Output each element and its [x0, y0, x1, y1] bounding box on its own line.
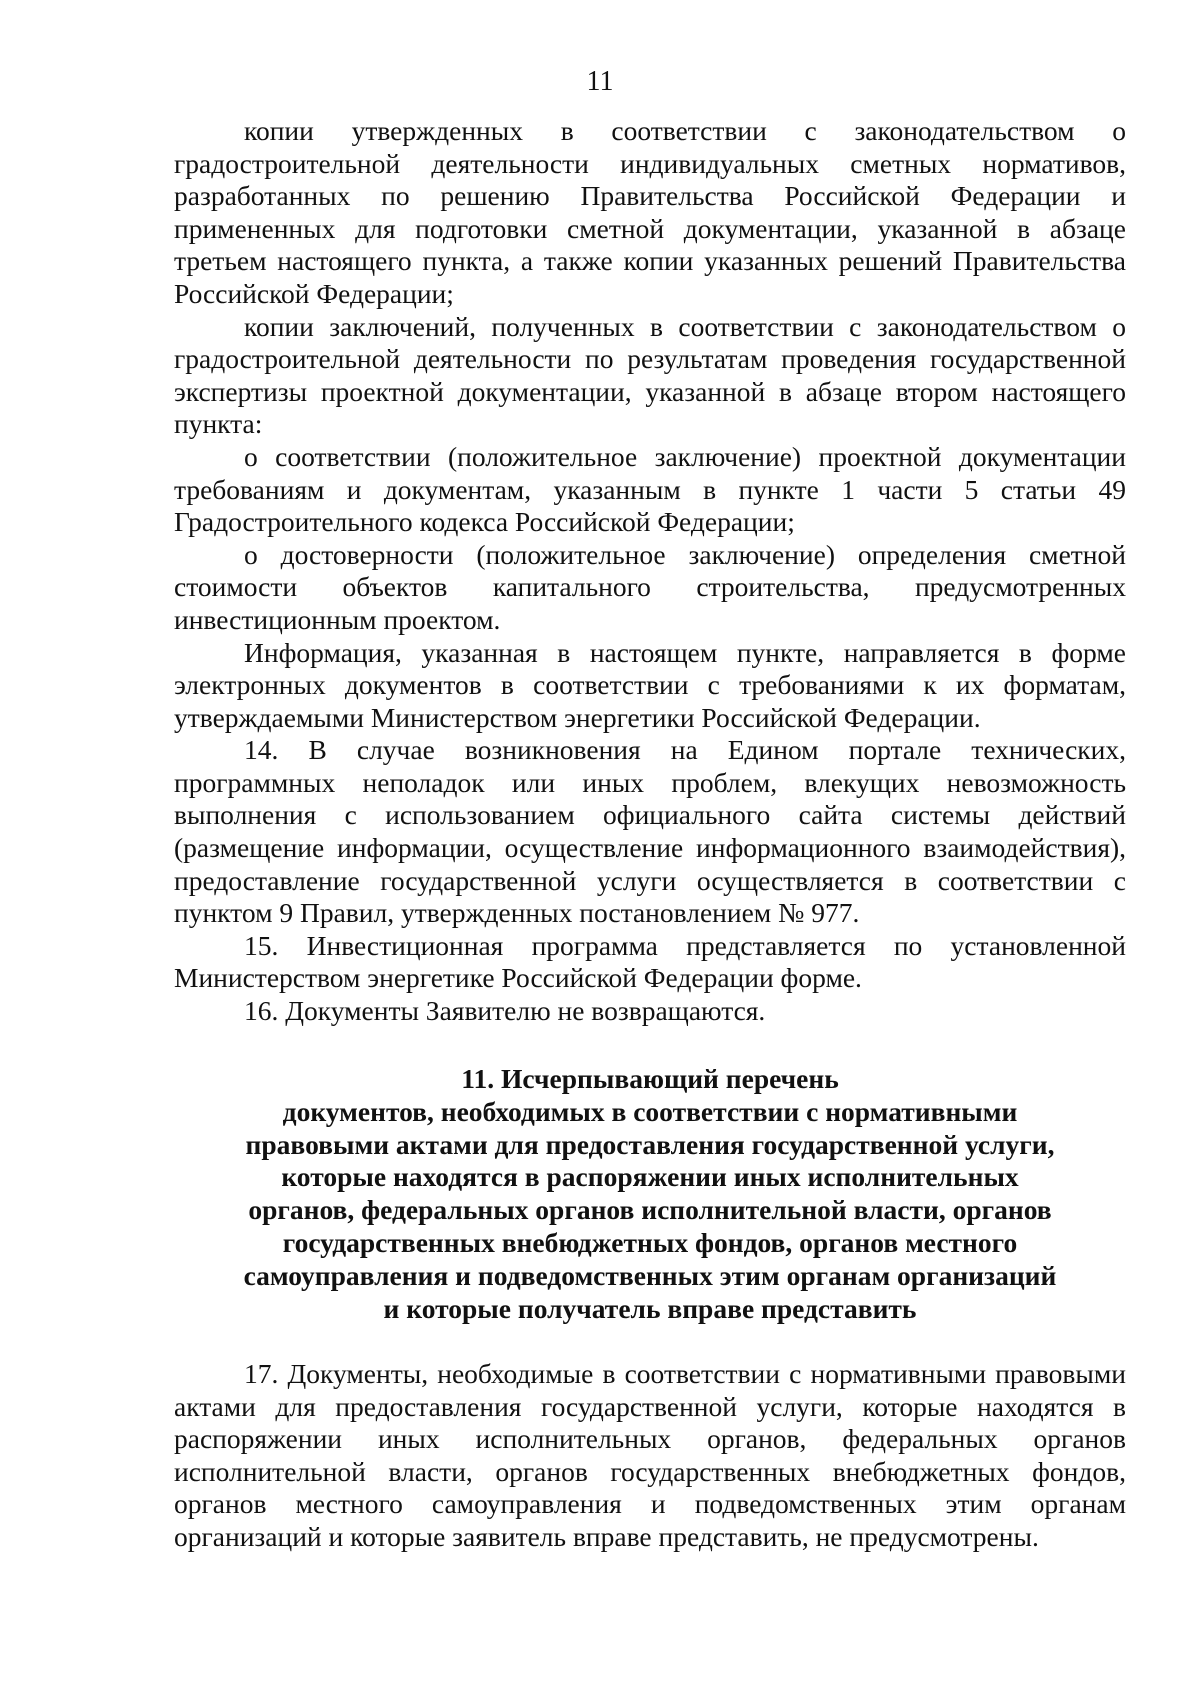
closing-section — [174, 1358, 1126, 1554]
section-heading-line: государственных внебюджетных фондов, органов местного — [282, 1226, 1018, 1258]
section-heading-line: 11. Исчерпывающий перечень — [461, 1063, 839, 1094]
section-heading-line: самоуправления и подведомственных этим органам организаций — [243, 1259, 1057, 1291]
paragraph-clause-14: 14. В случае возникновения на Едином портале технических, программных неполадок или иных проблем, влекущих невозможность выполнения с использованием официального сайта системы действий (размещение информации, осуществление информационного взаимодействия), предоставление государственной услуги осуществляется в соответствии с пунктом 9 Правил, утвержденных постановлением № 977. — [174, 734, 1126, 929]
section-heading — [174, 1063, 1126, 1325]
paragraph-copies-conclusions: копии заключений, полученных в соответствии с законодательством о градостроительной деятельности по результатам проведения государственной экспертизы проектной документации, указанной в абзаце втором настоящего пункта: — [174, 310, 1126, 440]
paragraph-conformity-conclusion: о соответствии (положительное заключение) проектной документации требованиям и документам, указанным в пункте 1 части 5 статьи 49 Градостроительного кодекса Российской Федерации; — [174, 440, 1126, 538]
paragraph-reliability-conclusion: о достоверности (положительное заключение) определения сметной стоимости объектов капитального строительства, предусмотренных инвестиционным проектом. — [174, 538, 1126, 635]
paragraph-electronic-format: Информация, указанная в настоящем пункте, направляется в форме электронных документов в соответствии с требованиями к их форматам, утверждаемыми Министерством энергетики Российской Федерации. — [174, 636, 1126, 733]
paragraph-clause-16: 16. Документы Заявителю не возвращаются. — [244, 995, 766, 1027]
page-number: 11 — [586, 66, 614, 97]
paragraph-clause-15: 15. Инвестиционная программа представляется по установленной Министерством энергетике Российской Федерации форме. — [174, 929, 1126, 994]
section-heading-line: которые находятся в распоряжении иных исполнительных — [281, 1161, 1019, 1193]
section-heading-line: документов, необходимых в соответствии с нормативными — [282, 1095, 1018, 1127]
section-heading-line: органов, федеральных органов исполнительной власти, органов — [248, 1194, 1052, 1226]
document-body — [174, 115, 1126, 1028]
section-heading-line: правовыми актами для предоставления государственной услуги, — [245, 1128, 1055, 1160]
section-heading-line: и которые получатель вправе представить — [383, 1292, 917, 1324]
paragraph-clause-17: 17. Документы, необходимые в соответствии с нормативными правовыми актами для предоставления государственной услуги, которые находятся в распоряжении иных исполнительных органов, федеральных органов исполнительной власти, органов государственных внебюджетных фондов, органов местного самоуправления и подведомственных этим органам организаций и которые заявитель вправе представить, не предусмотрены. — [174, 1358, 1126, 1552]
paragraph-copies-estimate-norms: копии утвержденных в соответствии с законодательством о градостроительной деятельности индивидуальных сметных нормативов, разработанных по решению Правительства Российской Федерации и примененных для подготовки сметной документации, указанной в абзаце третьем настоящего пункта, а также копии указанных решений Правительства Российской Федерации; — [174, 115, 1126, 309]
